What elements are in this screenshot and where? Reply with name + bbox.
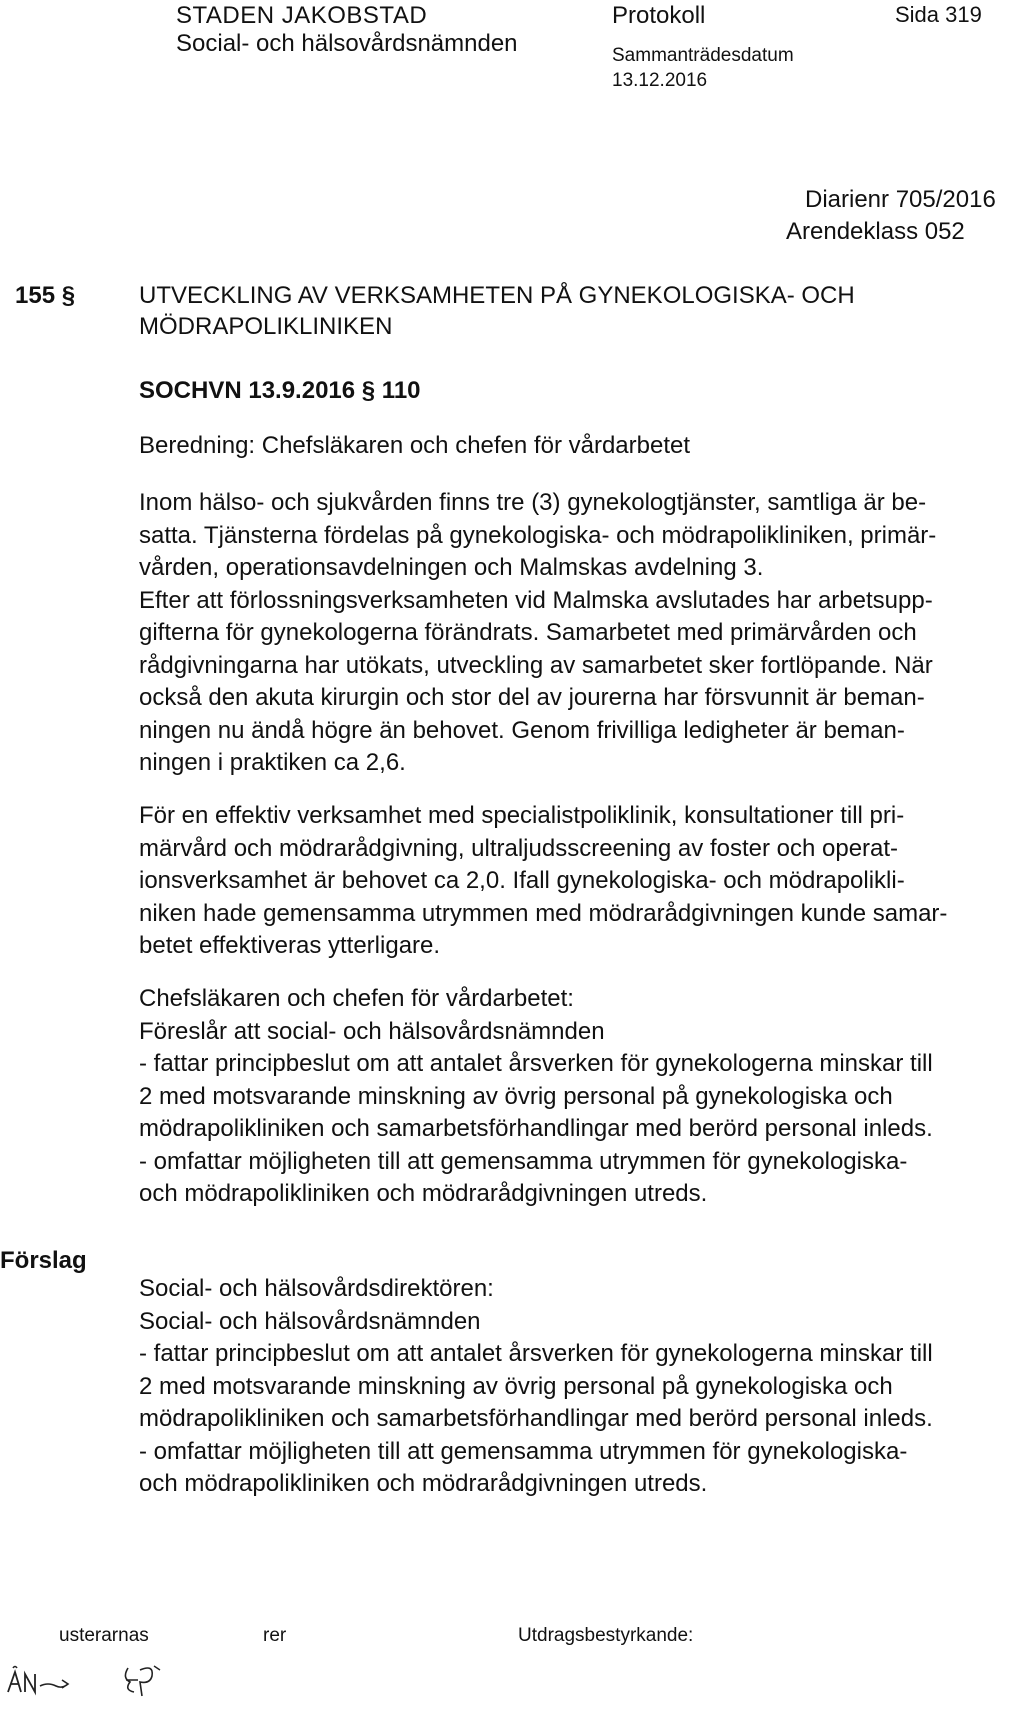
- paragraph-chief-proposal: [139, 983, 989, 1211]
- text-line: Chefsläkaren och chefen för vårdarbetet:: [139, 985, 574, 1012]
- text-line: - fattar principbeslut om att antalet årsverken för gynekologerna minskar till: [139, 1050, 933, 1077]
- paragraph-director-proposal: [139, 1273, 989, 1501]
- diary-number: Diarienr 705/2016: [805, 186, 996, 213]
- prepared-by: Beredning: Chefsläkaren och chefen för vårdarbetet: [139, 432, 691, 459]
- meeting-date-label: Sammanträdesdatum: [612, 45, 794, 66]
- text-line: Föreslår att social- och hälsovårdsnämnden: [139, 1017, 605, 1045]
- text-line: gifterna för gynekologerna förändrats. Samarbetet med primärvården och: [139, 619, 917, 646]
- text-line: Social- och hälsovårdsnämnden: [139, 1307, 481, 1335]
- text-line: märvård och mödrarådgivning, ultraljudsscreening av foster och operat-: [139, 834, 899, 862]
- text-line: och mödrapolikliniken och mödrarådgivningen utreds.: [139, 1470, 708, 1497]
- text-line: För en effektiv verksamhet med specialistpoliklinik, konsultationer till pri-: [139, 802, 905, 829]
- text-line: rådgivningarna har utökats, utveckling av samarbetet sker fortlöpande. När: [139, 651, 933, 679]
- text-line: - omfattar möjligheten till att gemensamma utrymmen för gynekologiska-: [139, 1437, 908, 1465]
- text-line: Efter att förlossningsverksamheten vid Malmska avslutades har arbetsupp-: [139, 586, 933, 614]
- section-title-line-2: MÖDRAPOLIKLINIKEN: [139, 313, 393, 340]
- verifiers-label-tail: rer: [263, 1625, 287, 1646]
- paragraph-staffing: [139, 487, 989, 780]
- text-line: - omfattar möjligheten till att gemensamma utrymmen för gynekologiska-: [139, 1147, 908, 1175]
- meeting-date: 13.12.2016: [612, 70, 708, 91]
- text-line: också den akuta kirurgin och stor del av jourerna har försvunnit är beman-: [139, 684, 925, 711]
- board-name: Social- och hälsovårdsnämnden: [176, 30, 518, 57]
- section-number: 155 §: [15, 282, 76, 309]
- text-line: 2 med motsvarande minskning av övrig personal på gynekologiska och: [139, 1082, 893, 1110]
- text-line: ningen nu ändå högre än behovet. Genom frivilliga ledigheter är beman-: [139, 716, 905, 744]
- text-line: och mödrapolikliniken och mödrarådgivningen utreds.: [139, 1180, 708, 1207]
- initials-signature-2: [120, 1660, 168, 1700]
- text-line: mödrapolikliniken och samarbetsförhandlingar med berörd personal inleds.: [139, 1405, 933, 1432]
- text-line: satta. Tjänsterna fördelas på gynekologiska- och mödrapolikliniken, primär-: [139, 521, 937, 549]
- text-line: niken hade gemensamma utrymmen med mödrarådgivningen kunde samar-: [139, 899, 948, 927]
- case-class: Arendeklass 052: [786, 218, 965, 245]
- section-title-line-1: UTVECKLING AV VERKSAMHETEN PÅ GYNEKOLOGISKA- OCH: [139, 282, 855, 309]
- text-line: Social- och hälsovårdsdirektören:: [139, 1275, 494, 1302]
- text-line: ionsverksamhet är behovet ca 2,0. Ifall gynekologiska- och mödrapolikli-: [139, 867, 905, 894]
- text-line: 2 med motsvarande minskning av övrig personal på gynekologiska och: [139, 1372, 893, 1400]
- text-line: betet effektiveras ytterligare.: [139, 932, 441, 959]
- doc-type: Protokoll: [612, 2, 706, 29]
- org-name: STADEN JAKOBSTAD: [176, 2, 428, 29]
- paragraph-needs: [139, 800, 989, 963]
- initials-signature-1: [4, 1662, 74, 1700]
- margin-label-proposal: Förslag: [0, 1247, 87, 1274]
- page-number: Sida 319: [895, 2, 982, 27]
- verifiers-label: usterarnas: [59, 1625, 149, 1646]
- certifier-label: Utdragsbestyrkande:: [518, 1625, 694, 1646]
- text-line: - fattar principbeslut om att antalet årsverken för gynekologerna minskar till: [139, 1340, 933, 1367]
- section-reference: SOCHVN 13.9.2016 § 110: [139, 377, 421, 404]
- text-line: mödrapolikliniken och samarbetsförhandlingar med berörd personal inleds.: [139, 1115, 933, 1142]
- text-line: ningen i praktiken ca 2,6.: [139, 749, 406, 776]
- text-line: Inom hälso- och sjukvården finns tre (3) gynekologtjänster, samtliga är be-: [139, 489, 927, 516]
- text-line: vården, operationsavdelningen och Malmskas avdelning 3.: [139, 554, 764, 581]
